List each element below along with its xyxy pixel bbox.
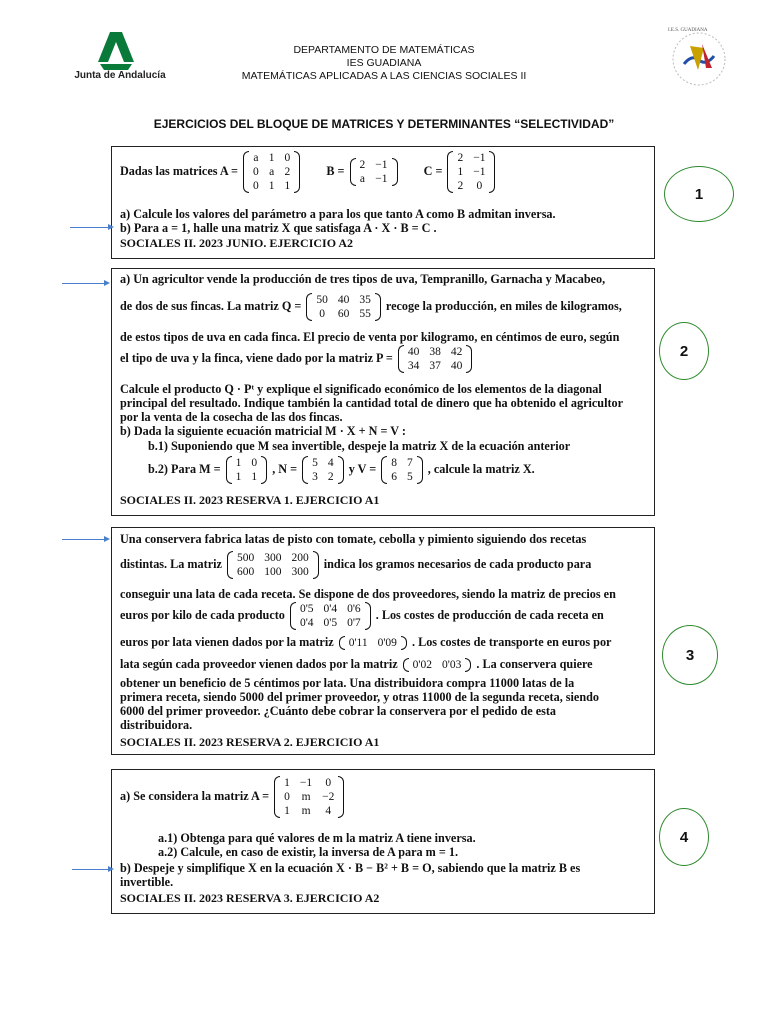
exercise-2-matrix-n: 5 4 3 2 xyxy=(302,456,344,484)
exercise-3-matrix-grams: 500 300 200 600 100 300 xyxy=(227,551,319,579)
exercise-2-number-circle: 2 xyxy=(659,322,709,380)
exercise-2-line-6: principal del resultado. Indique también la cantidad total de dinero que ha obtenido el agricultor xyxy=(120,396,624,410)
exercise-2-box xyxy=(111,268,655,516)
ies-guadiana-logo xyxy=(668,28,730,90)
exercise-1-part-a: a) Calcule los valores del parámetro a para los que tanto A como B admitan inversa. xyxy=(120,207,556,221)
ies-logo-text: I.E.S. GUADIANA xyxy=(668,28,708,33)
exercise-4-source: SOCIALES II. 2023 RESERVA 3. EJERCICIO A2 xyxy=(120,891,380,905)
exercise-1-label-b: B = xyxy=(326,163,345,178)
exercise-2-line-1: a) Un agricultor vende la producción de tres tipos de uva, Tempranillo, Garnacha y Macabeo, xyxy=(120,272,606,286)
exercise-1-matrix-c: 2 −1 1 −1 2 0 xyxy=(447,151,495,193)
exercise-1-source: SOCIALES II. 2023 JUNIO. EJERCICIO A2 xyxy=(120,236,354,250)
exercise-4-arrow-icon xyxy=(72,869,112,870)
exercise-2-line-2: de dos de sus fincas. La matriz Q = 50 40 35 0 60 55 recoge la producción, en miles de kilogramos, xyxy=(120,294,622,320)
exercise-2-line-10: b.2) Para M = 1 0 1 1 , N = 5 4 3 2 y V = 8 7 6 5 , calcule la matriz X. xyxy=(148,457,535,483)
exercise-2-line-5: Calcule el producto Q · Pᵗ y explique el significado económico de los elementos de la diagonal xyxy=(120,382,602,396)
exercise-3-number-circle: 3 xyxy=(662,625,718,685)
exercise-4-line-2: a.1) Obtenga para qué valores de m la matriz A tiene inversa. xyxy=(158,831,476,845)
exercise-4-line-1: a) Se considera la matriz A = 1 −1 0 0 m −2 1 m 4 xyxy=(120,776,346,818)
exercise-1-matrix-b: 2 −1 a −1 xyxy=(350,158,398,186)
exercise-3-line-3: conseguir una lata de cada receta. Se dispone de dos proveedores, siendo la matriz de precios en xyxy=(120,587,616,601)
exercise-1-label-c: C = xyxy=(423,163,443,178)
exercise-3-line-1: Una conservera fabrica latas de pisto con tomate, cebolla y pimiento siguiendo dos recetas xyxy=(120,532,587,546)
exercise-3-line-2: distintas. La matriz 500 300 200 600 100 300 indica los gramos necesarios de cada producto para xyxy=(120,552,592,578)
exercise-3-arrow-icon xyxy=(62,539,108,540)
exercise-3-line-5: euros por lata vienen dados por la matriz 0'11 0'09 . Los costes de transporte en euros por xyxy=(120,635,612,650)
exercise-4-number-circle: 4 xyxy=(659,808,709,866)
junta-logo-text: Junta de Andalucía xyxy=(74,70,166,81)
exercise-2-matrix-v: 8 7 6 5 xyxy=(381,456,423,484)
header-subject: MATEMÁTICAS APLICADAS A LAS CIENCIAS SOCIALES II xyxy=(241,70,527,82)
document-title: EJERCICIOS DEL BLOQUE DE MATRICES Y DETERMINANTES “SELECTIVIDAD” xyxy=(153,117,615,131)
exercise-4-matrix-a: 1 −1 0 0 m −2 1 m 4 xyxy=(274,776,344,818)
exercise-3-line-10: distribuidora. xyxy=(120,718,193,732)
exercise-2-line-4: el tipo de uva y la finca, viene dado por la matriz P = 40 38 42 34 37 40 xyxy=(120,345,474,373)
exercise-1-box xyxy=(111,146,655,259)
exercise-3-line-9: 6000 del primer proveedor. ¿Cuánto debe cobrar la conservera por el pedido de esta xyxy=(120,704,557,718)
exercise-1-part-b: b) Para a = 1, halle una matriz X que satisfaga A · X · B = C . xyxy=(120,221,437,235)
exercise-1-number-circle: 1 xyxy=(664,166,734,222)
exercise-1-matrices-line xyxy=(120,151,497,193)
exercise-2-line-8: b) Dada la siguiente ecuación matricial M · X + N = V : xyxy=(120,424,406,438)
exercise-3-box xyxy=(111,527,655,755)
exercise-4-line-5: invertible. xyxy=(120,875,174,889)
exercise-3-line-8: primera receta, siendo 5000 del primer proveedor, y otras 11000 de la segunda receta, siendo xyxy=(120,690,599,704)
exercise-3-matrix-prices: 0'5 0'4 0'6 0'4 0'5 0'7 xyxy=(290,602,371,630)
exercise-3-line-4: euros por kilo de cada producto 0'5 0'4 0'6 0'4 0'5 0'7 . Los costes de producción de cada receta en xyxy=(120,603,604,629)
header-department: DEPARTAMENTO DE MATEMÁTICAS xyxy=(293,44,475,56)
exercise-3-matrix-transport-costs: 0'02 0'03 xyxy=(403,658,472,672)
exercise-2-line-3: de estos tipos de uva en cada finca. El precio de venta por kilogramo, en céntimos de euro, según xyxy=(120,330,620,344)
exercise-4-line-3: a.2) Calcule, en caso de existir, la inversa de A para m = 1. xyxy=(158,845,458,859)
exercise-2-source: SOCIALES II. 2023 RESERVA 1. EJERCICIO A1 xyxy=(120,493,380,507)
exercise-3-line-6: lata según cada proveedor vienen dados por la matriz 0'02 0'03 . La conservera quiere xyxy=(120,657,593,672)
exercise-1-intro: Dadas las matrices A = xyxy=(120,163,238,178)
exercise-1-matrix-a: a 1 0 0 a 2 0 1 1 xyxy=(243,151,300,193)
exercise-3-matrix-production-costs: 0'11 0'09 xyxy=(339,636,407,650)
exercise-2-matrix-q: 50 40 35 0 60 55 xyxy=(306,293,381,321)
exercise-4-box xyxy=(111,769,655,914)
exercise-3-source: SOCIALES II. 2023 RESERVA 2. EJERCICIO A1 xyxy=(120,735,380,749)
exercise-3-line-7: obtener un beneficio de 5 céntimos por lata. Una distribuidora compra 11000 latas de la xyxy=(120,676,575,690)
ies-guadiana-seal-icon xyxy=(668,28,730,90)
exercise-2-line-7: por la venta de la cosecha de las dos fincas. xyxy=(120,410,343,424)
exercise-2-matrix-m: 1 0 1 1 xyxy=(226,456,268,484)
exercise-1-arrow-icon xyxy=(70,227,112,228)
exercise-2-matrix-p: 40 38 42 34 37 40 xyxy=(398,345,473,373)
exercise-2-line-9: b.1) Suponiendo que M sea invertible, despeje la matriz X de la ecuación anterior xyxy=(148,439,571,453)
header-school: IES GUADIANA xyxy=(346,57,422,69)
exercise-4-line-4: b) Despeje y simplifique X en la ecuación X · B − B² + B = O, sabiendo que la matriz B es xyxy=(120,861,581,875)
exercise-2-arrow-icon xyxy=(62,283,108,284)
